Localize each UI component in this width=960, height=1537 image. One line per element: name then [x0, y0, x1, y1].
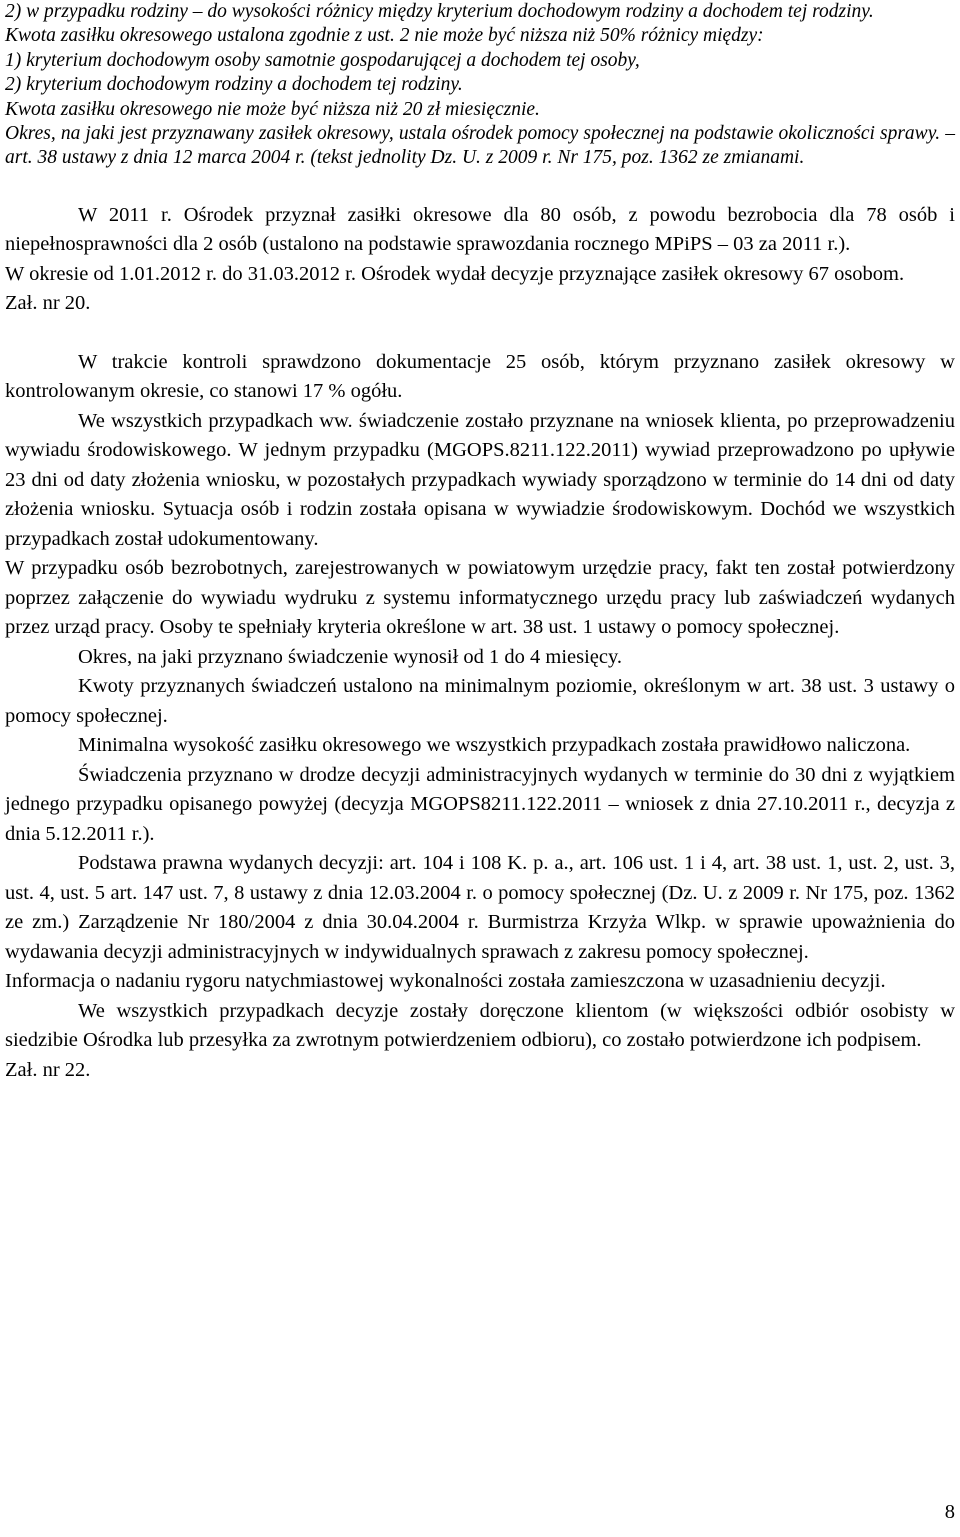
- section-inspection-findings: [5, 348, 955, 1086]
- body-paragraph: Minimalna wysokość zasiłku okresowego we wszystkich przypadkach została prawidłowo naliczona.: [78, 734, 911, 757]
- body-paragraph: W trakcie kontroli sprawdzono dokumentacje 25 osób, którym przyznano zasiłek okresowy w kontrolowanym okresie, co stanowi 17 % ogółu.: [5, 350, 955, 403]
- attachment-reference: Zał. nr 20.: [5, 292, 91, 315]
- legal-text-paragraph: 1) kryterium dochodowym osoby samotnie gospodarującej a dochodem tej osoby,: [5, 49, 640, 71]
- body-paragraph: Podstawa prawna wydanych decyzji: art. 104 i 108 K. p. a., art. 106 ust. 1 i 4, art. 38 ust. 1, ust. 2, ust. 3, ust. 4, ust. 5 art. 147 ust. 7, 8 ustawy z dnia 12.03.2004 r. o pomocy społecznej (Dz. U. z 2009 r. Nr 175, poz. 1362 ze zm.) Zarządzenie Nr 180/2004 z dnia 30.04.2004 r. Burmistrza Krzyża Wlkp. w sprawie upoważnienia do wydawania decyzji administracyjnych w indywidualnych sprawach z zakresu pomocy społecznej.: [5, 852, 955, 963]
- paragraph-spacer: [5, 319, 955, 348]
- quoted-legal-text: [5, 0, 955, 171]
- body-paragraph: W przypadku osób bezrobotnych, zarejestrowanych w powiatowym urzędzie pracy, fakt ten został potwierdzony poprzez załączenie do wywiadu wydruku z systemu informatycznego urzędu pracy lub zaświadczeń wydanych przez urząd pracy. Osoby te spełniały kryteria określone w art. 38 ust. 1 ustawy o pomocy społecznej.: [5, 557, 955, 639]
- body-paragraph: Okres, na jaki przyznano świadczenie wynosił od 1 do 4 miesięcy.: [78, 645, 623, 668]
- legal-text-paragraph: Kwota zasiłku okresowego nie może być niższa niż 20 zł miesięcznie.: [5, 98, 540, 120]
- document-page: [5, 0, 955, 1085]
- body-paragraph: We wszystkich przypadkach ww. świadczenie zostało przyznane na wniosek klienta, po przeprowadzeniu wywiadu środowiskowego. W jednym przypadku (MGOPS.8211.122.2011) wywiad przeprowadzono po upływie 23 dni od daty złożenia wniosku, w pozostałych przypadkach wywiady sporządzono w terminie do 14 dni od daty złożenia wniosku. Sytuacja osób i rodzin została opisana w wywiadzie środowiskowym. Dochód we wszystkich przypadkach został udokumentowany.: [5, 409, 955, 550]
- body-paragraph: We wszystkich przypadkach decyzje zostały doręczone klientom (w większości odbiór osobisty w siedzibie Ośrodka lub przesyłka za zwrotnym potwierdzeniem odbioru), co zostało potwierdzone ich podpisem.: [5, 999, 955, 1052]
- legal-text-paragraph: 2) w przypadku rodziny – do wysokości różnicy między kryterium dochodowym rodziny a dochodem tej rodziny.: [5, 1, 874, 22]
- attachment-reference: Zał. nr 22.: [5, 1058, 91, 1081]
- page-number: 8: [944, 1501, 955, 1523]
- body-paragraph: Świadczenia przyznano w drodze decyzji administracyjnych wydanych w terminie do 30 dni z wyjątkiem jednego przypadku opisanego powyżej (decyzja MGOPS8211.122.2011 – wniosek z dnia 27.10.2011 r., decyzja z dnia 5.12.2011 r.).: [5, 763, 955, 845]
- legal-text-paragraph: Okres, na jaki jest przyznawany zasiłek okresowy, ustala ośrodek pomocy społecznej na podstawie okoliczności sprawy. – art. 38 ustawy z dnia 12 marca 2004 r. (tekst jednolity Dz. U. z 2009 r. Nr 175, poz. 1362 ze zmianami.: [5, 123, 955, 169]
- section-2011-summary: [5, 201, 955, 319]
- legal-text-paragraph: Kwota zasiłku okresowego ustalona zgodnie z ust. 2 nie może być niższa niż 50% różnicy między:: [5, 25, 764, 47]
- paragraph-spacer: [5, 171, 955, 201]
- body-paragraph: Informacja o nadaniu rygoru natychmiastowej wykonalności została zamieszczona w uzasadnieniu decyzji.: [5, 970, 886, 993]
- body-paragraph: Kwoty przyznanych świadczeń ustalono na minimalnym poziomie, określonym w art. 38 ust. 3 ustawy o pomocy społecznej.: [5, 675, 955, 727]
- body-paragraph: W 2011 r. Ośrodek przyznał zasiłki okresowe dla 80 osób, z powodu bezrobocia dla 78 osób i niepełnosprawności dla 2 osób (ustalono na podstawie sprawozdania rocznego MPiPS – 03 za 2011 r.).: [5, 203, 955, 256]
- body-paragraph: W okresie od 1.01.2012 r. do 31.03.2012 r. Ośrodek wydał decyzje przyznające zasiłek okresowy 67 osobom.: [5, 262, 905, 285]
- legal-text-paragraph: 2) kryterium dochodowym rodziny a dochodem tej rodziny.: [5, 74, 463, 96]
